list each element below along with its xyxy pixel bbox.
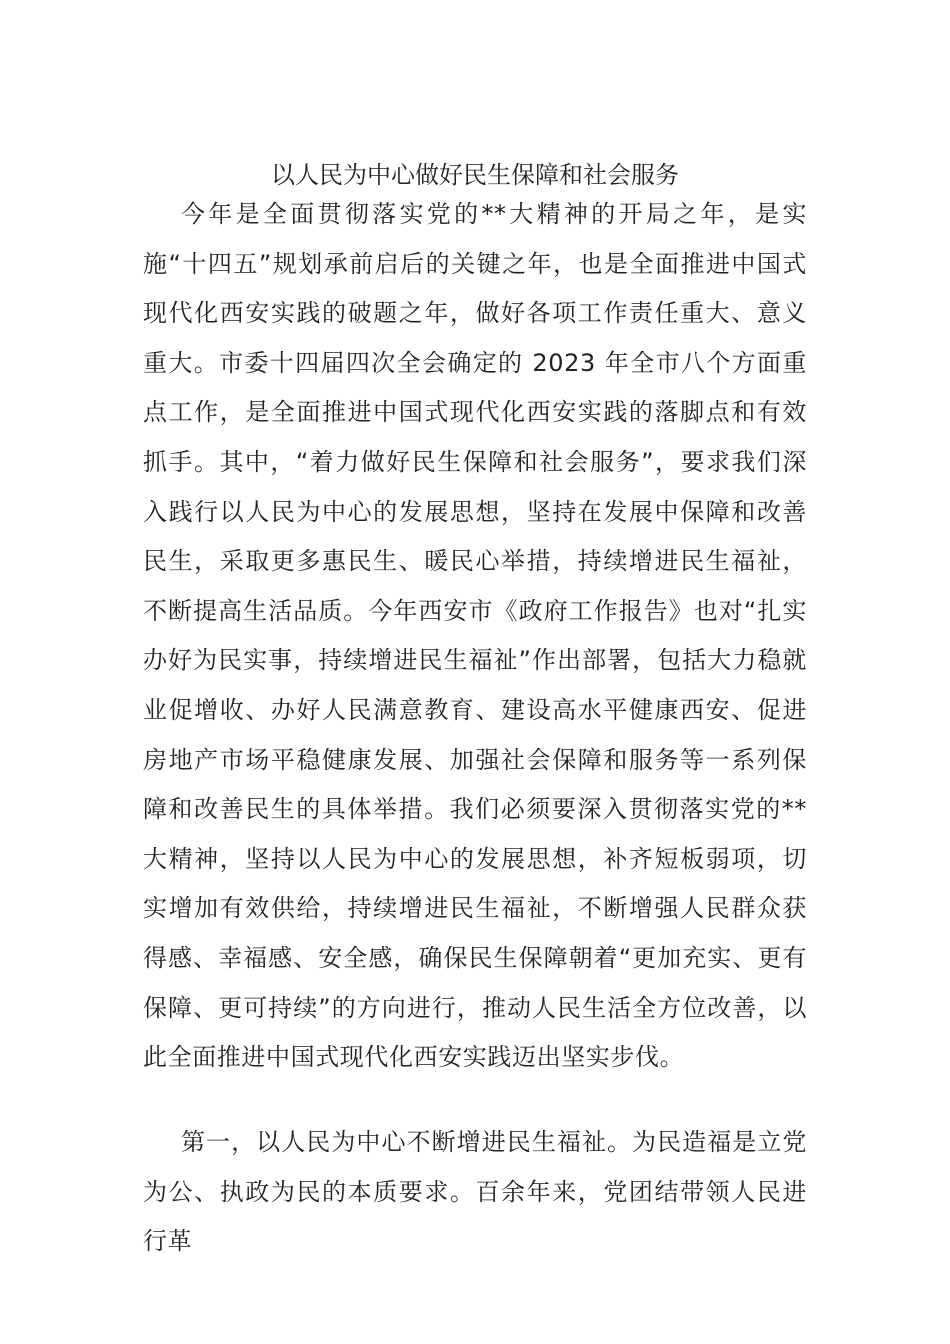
document-title: 以人民为中心做好民生保障和社会服务 [271,161,679,189]
paragraph-intro: 今年是全面贯彻落实党的**大精神的开局之年，是实施“十四五”规划承前启后的关键之年，也是全面推进中国式现代化西安实践的破题之年，做好各项工作责任重大、意义重大。市委十四届四次全会确定的 2023 年全市八个方面重点工作，是全面推进中国式现代化西安实践的落脚点和有效抓手。其中，“着力做好民生保障和社会服务”，要求我们深入践行以人民为中心的发展思想，坚持在发展中保障和改善民生，采取更多惠民生、暖民心举措，持续增进民生福祉，不断提高生活品质。今年西安市《政府工作报告》也对“扎实办好为民实事，持续增进民生福祉”作出部署，包括大力稳就业促增收、办好人民满意教育、建设高水平健康西安、促进房地产市场平稳健康发展、加强社会保障和服务等一系列保障和改善民生的具体举措。我们必须要深入贯彻落实党的**大精神，坚持以人民为中心的发展思想，补齐短板弱项，切实增加有效供给，持续增进民生福祉，不断增强人民群众获得感、幸福感、安全感，确保民生保障朝着“更加充实、更有保障、更可持续”的方向进行，推动人民生活全方位改善，以此全面推进中国式现代化西安实践迈出坚实步伐。 [143,200,807,1072]
paragraph-first-point: 第一，以人民为中心不断增进民生福祉。为民造福是立党为公、执政为民的本质要求。百余年来，党团结带领人民进行革 [143,1128,807,1256]
